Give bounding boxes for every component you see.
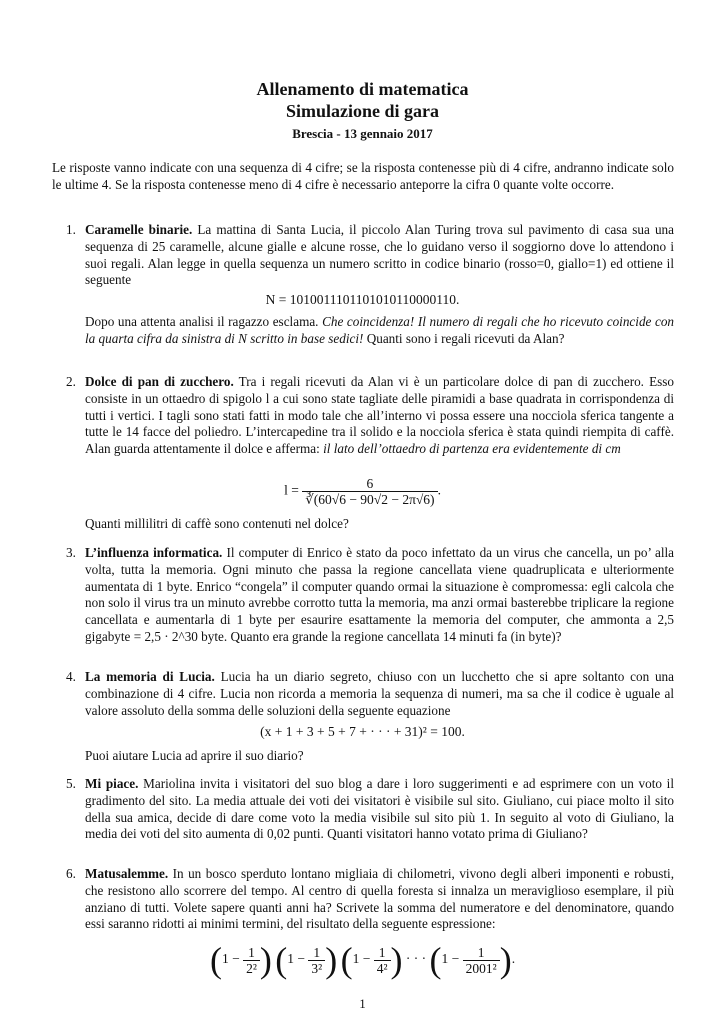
factor-1-den: 2² — [246, 960, 257, 976]
problem-2-eq-lhs: l = — [284, 482, 299, 498]
problem-3-title: L’influenza informatica. — [85, 545, 223, 560]
problem-1-number: 1. — [66, 222, 76, 237]
problem-2-denominator: ∛(60√6 − 90√2 − 2π√6) — [305, 492, 435, 507]
problem-1-question: Quanti sono i regali ricevuti da Alan? — [366, 330, 565, 346]
problem-4-question: Puoi aiutare Lucia ad aprire il suo diario? — [85, 748, 304, 763]
problem-1-body: La mattina di Santa Lucia, il piccolo Alan Turing trova sul pavimento di casa sua una sequenza di 25 caramelle, alcune gialle e alcune rosse, che lo guidano verso il soggiorno dove lo attendono i suoi regali. Alan legge in quella sequenza un numero scritto in codice binario (rosso=0, giallo=1) ed ottiene il seguente — [85, 222, 675, 288]
problem-6-expression: (1 − $\frac{1}{\text{2²}}$ ) (1 − $\frac{1}{\text{3²}}$ ) (1 − $\frac{1}{\text{4²}}$ ) · · · (1 − $\frac{1}{\text{2001²}}$ ). — [209, 940, 516, 980]
problem-4-body: Lucia ha un diario segreto, chiuso con un lucchetto che si apre soltanto con una combinazione di 4 cifre. Lucia non ricorda a memoria la sequenza di numeri, ma sa che il codice è uguale al valore assoluto della somma delle soluzioni della seguente equazione — [85, 669, 674, 718]
problem-1-text — [85, 222, 674, 289]
problem-6-number: 6. — [66, 866, 76, 881]
problem-3-number: 3. — [66, 545, 76, 560]
problem-6-title: Matusalemme. — [85, 866, 169, 881]
factor-3-den: 4² — [376, 960, 388, 976]
problem-1-text-2 — [85, 314, 674, 348]
problem-2-question: Quanti millilitri di caffè sono contenuti nel dolce? — [85, 516, 349, 531]
problem-2-text — [85, 374, 674, 458]
problem-5-title: Mi piace. — [85, 776, 139, 791]
factor-3: $\frac{1}{\text{4²}}$ — [374, 945, 391, 976]
problem-1-title: Caramelle binarie. — [85, 222, 193, 237]
problem-5-number: 5. — [66, 776, 76, 791]
problem-2-fraction — [302, 476, 437, 507]
problem-4-text — [85, 669, 674, 719]
problem-6-text — [85, 866, 674, 933]
problem-2-equation: l = $\frac{6}{∛(60√6 - 90√2 - 2\pi√6)}$ . — [284, 476, 441, 507]
problem-2-number: 2. — [66, 374, 76, 389]
problem-3-text — [85, 545, 674, 646]
problem-2-numerator: 6 — [302, 476, 437, 492]
factor-last-den: 2001² — [465, 960, 497, 976]
page-number: 1 — [359, 996, 366, 1011]
factor-last: $\frac{1}{\text{2001²}}$ — [463, 945, 500, 976]
title-line-2: Simulazione di gara — [285, 101, 439, 121]
problem-4-title: La memoria di Lucia. — [85, 669, 215, 684]
problem-4-equation: (x + 1 + 3 + 5 + 7 + · · · + 31)² = 100. — [260, 724, 465, 739]
expression-ellipsis: · · · — [405, 951, 427, 967]
problem-3-body: Il computer di Enrico è stato da poco infettato da un virus che cancella, un po’ alla volta, tutta la memoria. Ogni minuto che passa la regione cancellata viene quadruplicata e ulteriormente aumentata di 1 byte. Enrico “congela” il computer quando ormai la situazione è compromessa: egli calcola che non solo il virus tra un minuto avrebbe corrotto tutta la memoria, ma anzi ormai basterebbe triplicare la regione cancellata e aumentarla di 1 byte per esaurire esattamente la memoria del computer, che ammonta a 2,5 gigabyte = 2,5 · 2^30 byte. Quanto era grande la regione cancellata 14 minuti fa (in byte)? — [85, 545, 675, 644]
subtitle-date: Brescia - 13 gennaio 2017 — [292, 126, 433, 141]
factor-2: $\frac{1}{\text{3²}}$ — [308, 945, 325, 976]
problem-6-body: In un bosco sperduto lontano migliaia di chilometri, vivono degli alberi imponenti e robusti, che resistono allo scorrere del tempo. Al centro di quella foresta si innalza un meraviglioso esemplare, il più anziano di tutti. Volete sapere quanti anni ha? Scrivete la somma del numeratore e del denominatore, quando essi saranno ridotti ai minimi termini, del risultato della seguente espressione: — [85, 866, 674, 932]
factor-1: $\frac{1}{\text{2²}}$ — [243, 945, 260, 976]
problem-2-title: Dolce di pan di zucchero. — [85, 374, 234, 389]
problem-1-body-b: Dopo una attenta analisi il ragazzo esclama. — [85, 314, 319, 329]
problem-5-body: Mariolina invita i visitatori del suo blog a dare i loro suggerimenti e ad esprimere con un voto il gradimento del sito. La media attuale dei voti dei visitatori è visibile sul sito. Giuliano, cui piace molto il sito della sua amica, decide di dare come voto la media visibile sul sito più 1. In seguito al voto di Giuliano, la media dei voti del sito aumenta di 0,02 punti. Quanti visitatori hanno votato prima di Giuliano? — [85, 776, 674, 842]
problem-5-text — [85, 776, 674, 843]
problem-2-body: Tra i regali ricevuti da Alan vi è un particolare dolce di pan di zucchero. Esso consiste in un ottaedro di spigolo l a cui sono state tagliate delle piramidi a base quadrata in corrispondenza di tutti i vertici. I tagli sono stati fatti in modo tale che all’interno vi possa essere una nocciola sferica tangente a tutte le 14 facce del poliedro. L’intercapedine tra il solido e la nocciola sferica è stata quindi riempita di caffè. Alan guarda attentamente il dolce e afferma: — [85, 374, 674, 457]
title-line-1: Allenamento di matematica — [256, 79, 469, 99]
problem-4-number: 4. — [66, 669, 76, 684]
problem-1-equation: N = 1010011101101010110000110. — [265, 292, 460, 307]
factor-2-den: 3² — [311, 960, 323, 976]
problem-1-quote: Che coincidenza! Il numero di regali che ho ricevuto coincide con la quarta cifra da sinistra di N scritto in base sedici! — [85, 314, 675, 346]
problem-2-quote: il lato dell’ottaedro di partenza era evidentemente di cm — [323, 441, 621, 457]
intro-paragraph: Le risposte vanno indicate con una sequenza di 4 cifre; se la risposta contenesse più di 4 cifre, andranno indicate solo le ultime 4. Se la risposta contenesse meno di 4 cifre è necessario anteporre la cifra 0 quante volte occorre. — [52, 160, 674, 192]
